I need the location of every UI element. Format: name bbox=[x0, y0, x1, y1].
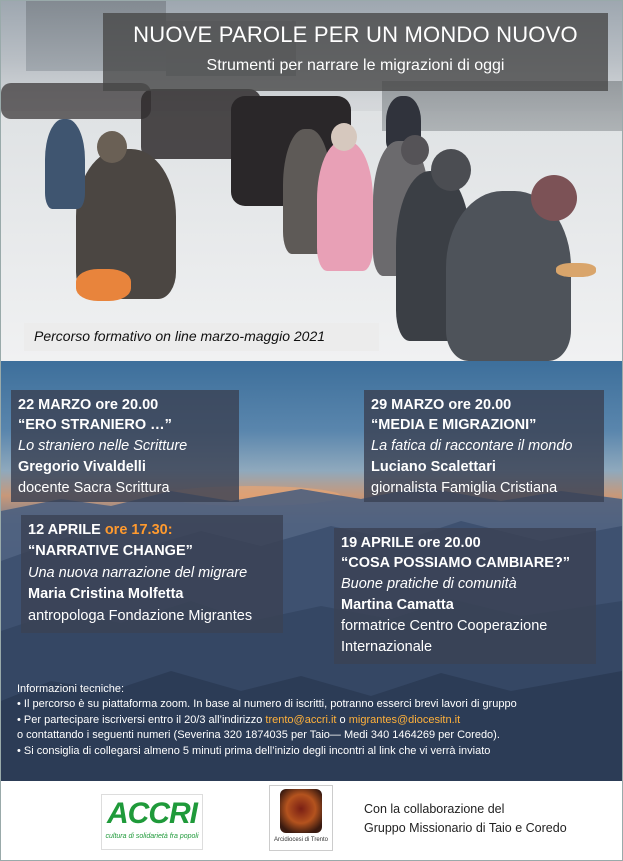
email-link-accri[interactable]: trento@accri.it bbox=[265, 714, 337, 726]
event-speaker: Luciano Scalettari bbox=[371, 459, 496, 475]
event-date-time: ore 17.30: bbox=[104, 522, 173, 538]
info-line-platform: • Il percorso è su piattaforma zoom. In base al numero di iscritti, potranno esserci brevi lavori di gruppo bbox=[17, 698, 517, 710]
accri-logo-word: ACCRI bbox=[107, 797, 197, 830]
event-date: 22 MARZO ore 20.00 bbox=[18, 397, 159, 413]
event-title: “MEDIA E MIGRAZIONI” bbox=[371, 417, 537, 433]
email-link-migrantes[interactable]: migrantes@diocesitn.it bbox=[348, 714, 461, 726]
collaboration-group: Gruppo Missionario di Taio e Coredo bbox=[364, 821, 567, 835]
event-title: “ERO STRANIERO …” bbox=[18, 417, 172, 433]
diocese-logo-caption: Arcidiocesi di Trento bbox=[273, 837, 329, 843]
course-dates: Percorso formativo on line marzo-maggio 2021 bbox=[34, 328, 326, 344]
event-card-12-aprile bbox=[21, 515, 283, 633]
info-line-advice: • Si consiglia di collegarsi almeno 5 minuti prima dell’inizio degli incontri al link che vi verrà inviato bbox=[17, 745, 491, 757]
event-date: 29 MARZO ore 20.00 bbox=[371, 397, 512, 413]
event-card-19-aprile bbox=[334, 528, 596, 664]
info-line-registration bbox=[17, 714, 460, 726]
event-speaker: Maria Cristina Molfetta bbox=[28, 586, 184, 602]
accri-logo-tagline: cultura di solidarietà fra popoli bbox=[105, 833, 199, 840]
event-date-day: 12 APRILE bbox=[28, 522, 101, 538]
event-speaker-role: formatrice Centro Cooperazione bbox=[341, 618, 548, 634]
event-card-29-marzo bbox=[364, 390, 604, 502]
event-title: “COSA POSSIAMO CAMBIARE?” bbox=[341, 555, 571, 571]
event-speaker-role: docente Sacra Scrittura bbox=[18, 480, 170, 496]
poster-subtitle: Strumenti per narrare le migrazioni di oggi bbox=[206, 57, 505, 74]
collaboration-line: Con la collaborazione del bbox=[364, 802, 505, 816]
info-registration-text: • Per partecipare iscriversi entro il 20/3 all’indirizzo bbox=[17, 714, 266, 726]
title-banner bbox=[103, 13, 608, 91]
poster-title: NUOVE PAROLE PER UN MONDO NUOVO bbox=[133, 22, 578, 47]
event-topic: Buone pratiche di comunità bbox=[341, 576, 517, 592]
info-or: o bbox=[336, 714, 349, 726]
event-topic: La fatica di raccontare il mondo bbox=[371, 438, 573, 454]
event-speaker-role: giornalista Famiglia Cristiana bbox=[371, 480, 558, 496]
event-speaker-role-cont: Internazionale bbox=[341, 639, 433, 655]
event-date: 19 APRILE ore 20.00 bbox=[341, 535, 481, 551]
event-date bbox=[28, 522, 173, 538]
event-card-22-marzo bbox=[11, 390, 239, 502]
event-title: “NARRATIVE CHANGE” bbox=[28, 543, 193, 559]
info-heading: Informazioni tecniche: bbox=[17, 683, 124, 695]
snow-queue-photo bbox=[1, 1, 622, 361]
accri-logo bbox=[101, 794, 203, 850]
course-banner bbox=[24, 323, 379, 351]
event-speaker: Gregorio Vivaldelli bbox=[18, 459, 146, 475]
event-speaker-role: antropologa Fondazione Migrantes bbox=[28, 608, 253, 624]
event-speaker: Martina Camatta bbox=[341, 597, 454, 613]
info-line-phones: o contattando i seguenti numeri (Severina 320 1874035 per Taio— Medi 340 1464269 per Coredo). bbox=[17, 729, 500, 741]
diocese-seal-icon bbox=[280, 789, 322, 833]
event-topic: Una nuova narrazione del migrare bbox=[28, 565, 248, 581]
arcidiocesi-trento-logo bbox=[269, 785, 333, 851]
event-topic: Lo straniero nelle Scritture bbox=[18, 438, 188, 454]
